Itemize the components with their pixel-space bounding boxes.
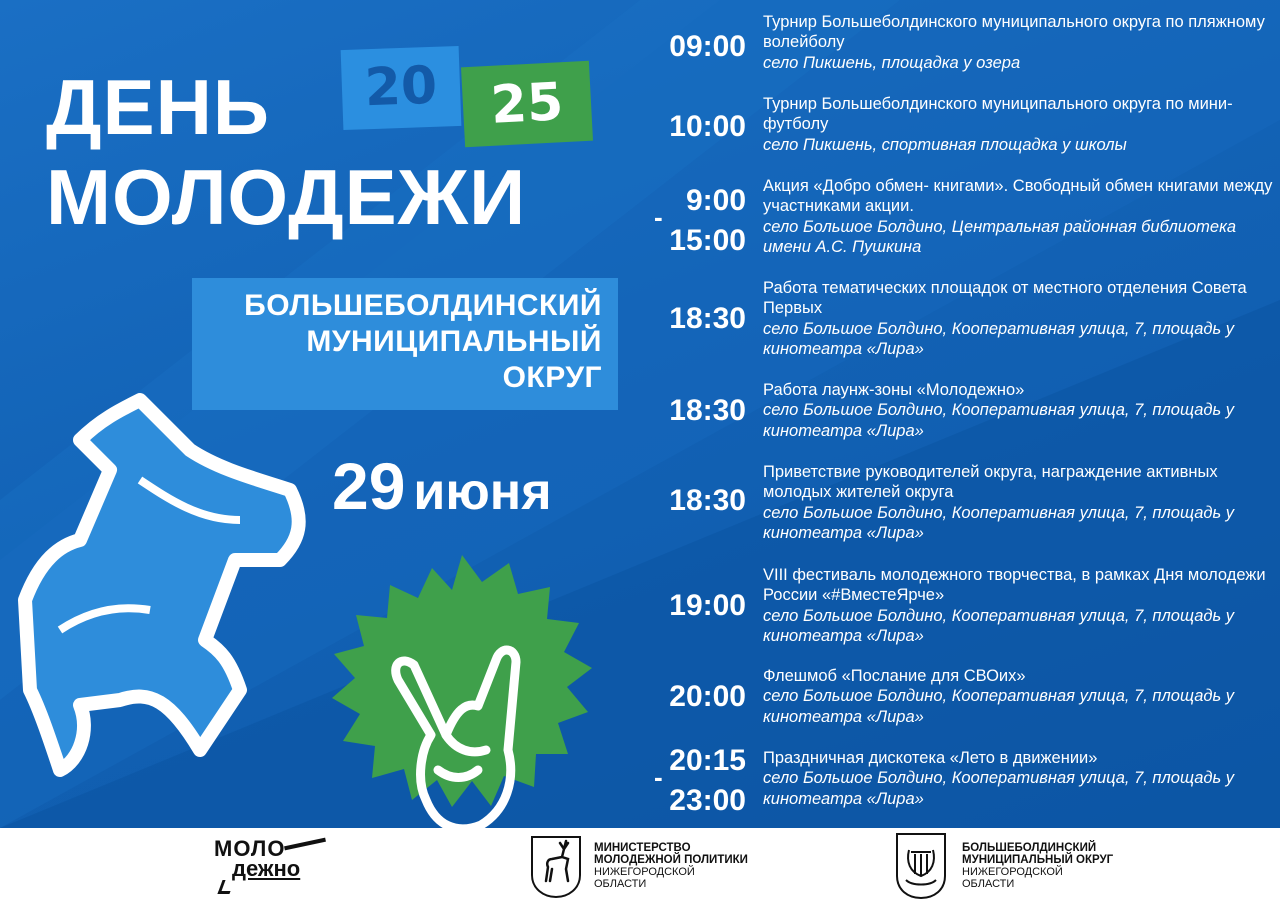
schedule-item bbox=[640, 278, 1280, 362]
schedule-location: село Большое Болдино, Центральная районная библиотека имени А.С. Пушкина bbox=[763, 217, 1237, 256]
schedule-location: село Большое Болдино, Кооперативная улица, 7, площадь у кинотеатра «Лира» bbox=[763, 687, 1235, 726]
schedule-item bbox=[640, 565, 1280, 649]
schedule-location: село Большое Болдино, Кооперативная улица, 7, площадь у кинотеатра «Лира» bbox=[763, 401, 1235, 440]
schedule-time-end: 23:00 bbox=[669, 784, 746, 817]
ministry-label bbox=[594, 842, 748, 890]
schedule-title: Праздничная дискотека «Лето в движении» bbox=[763, 749, 1098, 767]
molodezhno-logo-line-1: МОЛО bbox=[214, 836, 286, 861]
deer-coat-of-arms-icon bbox=[528, 835, 584, 899]
molodezhno-logo bbox=[214, 836, 334, 900]
schedule-time: 20:00 bbox=[669, 680, 746, 713]
schedule-item bbox=[640, 462, 1280, 546]
schedule-time: 18:30 bbox=[669, 484, 746, 517]
ministry-line-4: ОБЛАСТИ bbox=[594, 878, 647, 890]
schedule-item bbox=[640, 746, 1280, 822]
schedule-location: село Пикшень, спортивная площадка у школы bbox=[763, 135, 1127, 154]
schedule-title: VIII фестиваль молодежного творчества, в рамках Дня молодежи России «#ВместеЯрче» bbox=[763, 566, 1266, 605]
ministry-line-3: НИЖЕГОРОДСКОЙ bbox=[594, 866, 695, 878]
schedule-time: 18:30 bbox=[669, 394, 746, 427]
time-range-dash: - bbox=[654, 762, 663, 792]
schedule-time: 18:30 bbox=[669, 302, 746, 335]
schedule-description bbox=[763, 380, 1273, 441]
schedule-description bbox=[763, 748, 1273, 809]
schedule-time: 19:00 bbox=[669, 589, 746, 622]
schedule-location: село Большое Болдино, Кооперативная улица, 7, площадь у кинотеатра «Лира» bbox=[763, 769, 1235, 808]
time-range-dash: - bbox=[654, 202, 663, 232]
ribbon-shape-icon bbox=[25, 400, 299, 770]
decorations bbox=[0, 0, 660, 828]
ministry-line-2: МОЛОДЕЖНОЙ ПОЛИТИКИ bbox=[594, 854, 748, 866]
schedule-title: Работа лаунж-зоны «Молодежно» bbox=[763, 381, 1025, 399]
schedule-title: Турнир Большеболдинского муниципального округа по пляжному волейболу bbox=[763, 13, 1265, 52]
logo-hook bbox=[217, 880, 234, 894]
schedule-time-end: 15:00 bbox=[669, 224, 746, 257]
schedule-time: 9:00 bbox=[685, 184, 746, 217]
schedule-description bbox=[763, 278, 1273, 359]
schedule-description bbox=[763, 565, 1273, 646]
okrug-line-1: БОЛЬШЕБОЛДИНСКИЙ bbox=[962, 842, 1097, 854]
schedule-time: 09:00 bbox=[669, 30, 746, 63]
ministry-line-1: МИНИСТЕРСТВО bbox=[594, 842, 691, 854]
year-part-1: 20 bbox=[341, 46, 462, 130]
district-line-1: БОЛЬШЕБОЛДИНСКИЙ bbox=[244, 289, 602, 322]
schedule-description bbox=[763, 666, 1273, 727]
schedule-description bbox=[763, 12, 1273, 73]
district-line-2: МУНИЦИПАЛЬНЫЙ bbox=[306, 325, 602, 358]
schedule-time: 10:00 bbox=[669, 110, 746, 143]
schedule-location: село Пикшень, площадка у озера bbox=[763, 53, 1021, 72]
district-line-3: ОКРУГ bbox=[502, 361, 602, 394]
molodezhno-logo-line-2: дежно bbox=[232, 856, 301, 881]
schedule-title: Флешмоб «Послание для СВОих» bbox=[763, 667, 1026, 685]
title-line-2: МОЛОДЕЖИ bbox=[46, 153, 527, 241]
schedule-item bbox=[640, 380, 1280, 444]
okrug-label bbox=[962, 842, 1113, 890]
date-month: июня bbox=[413, 463, 552, 521]
logo-stroke bbox=[284, 838, 326, 851]
lyre-coat-of-arms-icon bbox=[894, 832, 948, 900]
schedule-location: село Большое Болдино, Кооперативная улица, 7, площадь у кинотеатра «Лира» bbox=[763, 503, 1235, 542]
schedule-time: 20:15 bbox=[669, 744, 746, 777]
schedule-title: Акция «Добро обмен- книгами». Свободный обмен книгами между участниками акции. bbox=[763, 177, 1273, 216]
year-part-2: 25 bbox=[461, 61, 593, 148]
okrug-line-2: МУНИЦИПАЛЬНЫЙ ОКРУГ bbox=[962, 854, 1114, 866]
schedule-item bbox=[640, 176, 1280, 260]
okrug-line-4: ОБЛАСТИ bbox=[962, 878, 1015, 890]
schedule-title: Турнир Большеболдинского муниципального округа по мини-футболу bbox=[763, 95, 1233, 134]
schedule-description bbox=[763, 94, 1273, 155]
schedule-item bbox=[640, 94, 1280, 164]
footer bbox=[0, 828, 1280, 905]
schedule-location: село Большое Болдино, Кооперативная улица, 7, площадь у кинотеатра «Лира» bbox=[763, 606, 1235, 645]
schedule-item bbox=[640, 666, 1280, 730]
schedule-description bbox=[763, 176, 1273, 257]
schedule-location: село Большое Болдино, Кооперативная улица, 7, площадь у кинотеатра «Лира» bbox=[763, 319, 1235, 358]
date-day: 29 bbox=[332, 449, 406, 523]
schedule-title: Работа тематических площадок от местного отделения Совета Первых bbox=[763, 279, 1247, 318]
title-line-1: ДЕНЬ bbox=[46, 63, 270, 151]
okrug-line-3: НИЖЕГОРОДСКОЙ bbox=[962, 866, 1063, 878]
schedule-description bbox=[763, 462, 1273, 543]
schedule-title: Приветствие руководителей округа, награждение активных молодых жителей округа bbox=[763, 463, 1218, 502]
schedule-item bbox=[640, 12, 1280, 82]
starburst-badge bbox=[332, 555, 592, 807]
